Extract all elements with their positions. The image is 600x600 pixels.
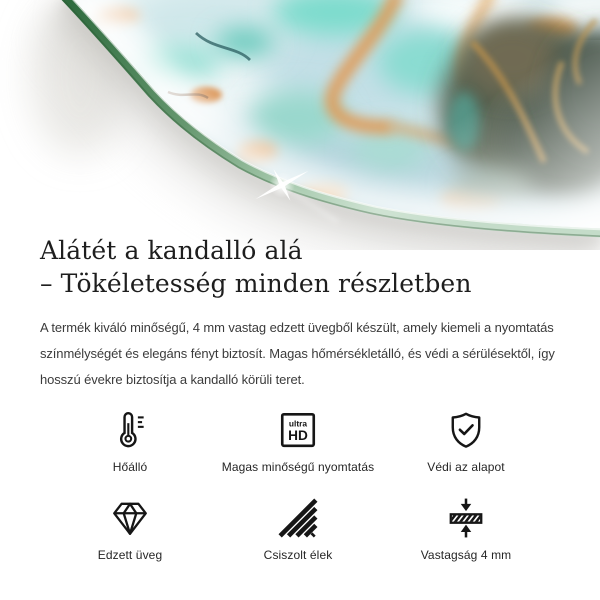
content-section (0, 234, 600, 562)
feature-grid (46, 409, 550, 562)
thermometer-icon (109, 409, 151, 451)
feature-label: Edzett üveg (97, 548, 163, 562)
description-line: színmélységét és elegáns fényt biztosít. Magas hőmérsékletálló, és védi a sérülésektől, így (40, 346, 555, 361)
product-description (40, 315, 560, 393)
page-title (40, 234, 560, 300)
product-photo-glass-pad (0, 0, 600, 250)
feature-high-quality-print (214, 409, 382, 474)
svg-text:HD: HD (288, 427, 308, 443)
feature-protects-base (382, 409, 550, 474)
hero-section (0, 0, 600, 250)
description-line: A termék kiváló minőségű, 4 mm vastag edzett üvegből készült, amely kiemeli a nyomtatás (40, 320, 554, 335)
description-line: hosszú évekre biztosítja a kandalló körüli teret. (40, 372, 305, 387)
feature-heat-resistant (46, 409, 214, 474)
diamond-icon (109, 497, 151, 539)
feature-thickness (382, 497, 550, 562)
feature-label: Magas minőségű nyomtatás (221, 460, 375, 474)
feature-label: Csiszolt élek (263, 548, 333, 562)
feature-label: Hőálló (112, 460, 148, 474)
page-title-line2: – Tökéletesség minden részletben (40, 269, 472, 298)
feature-tempered-glass (46, 497, 214, 562)
feature-label: Vastagság 4 mm (420, 548, 512, 562)
shield-check-icon (445, 409, 487, 451)
svg-text:ultra: ultra (288, 418, 308, 429)
feature-polished-edges (214, 497, 382, 562)
beveled-edge-icon (277, 497, 319, 539)
thickness-icon (445, 497, 487, 539)
feature-label: Védi az alapot (427, 460, 505, 474)
page-title-line1: Alátét a kandalló alá (40, 236, 303, 265)
ultra-hd-icon (277, 409, 319, 451)
